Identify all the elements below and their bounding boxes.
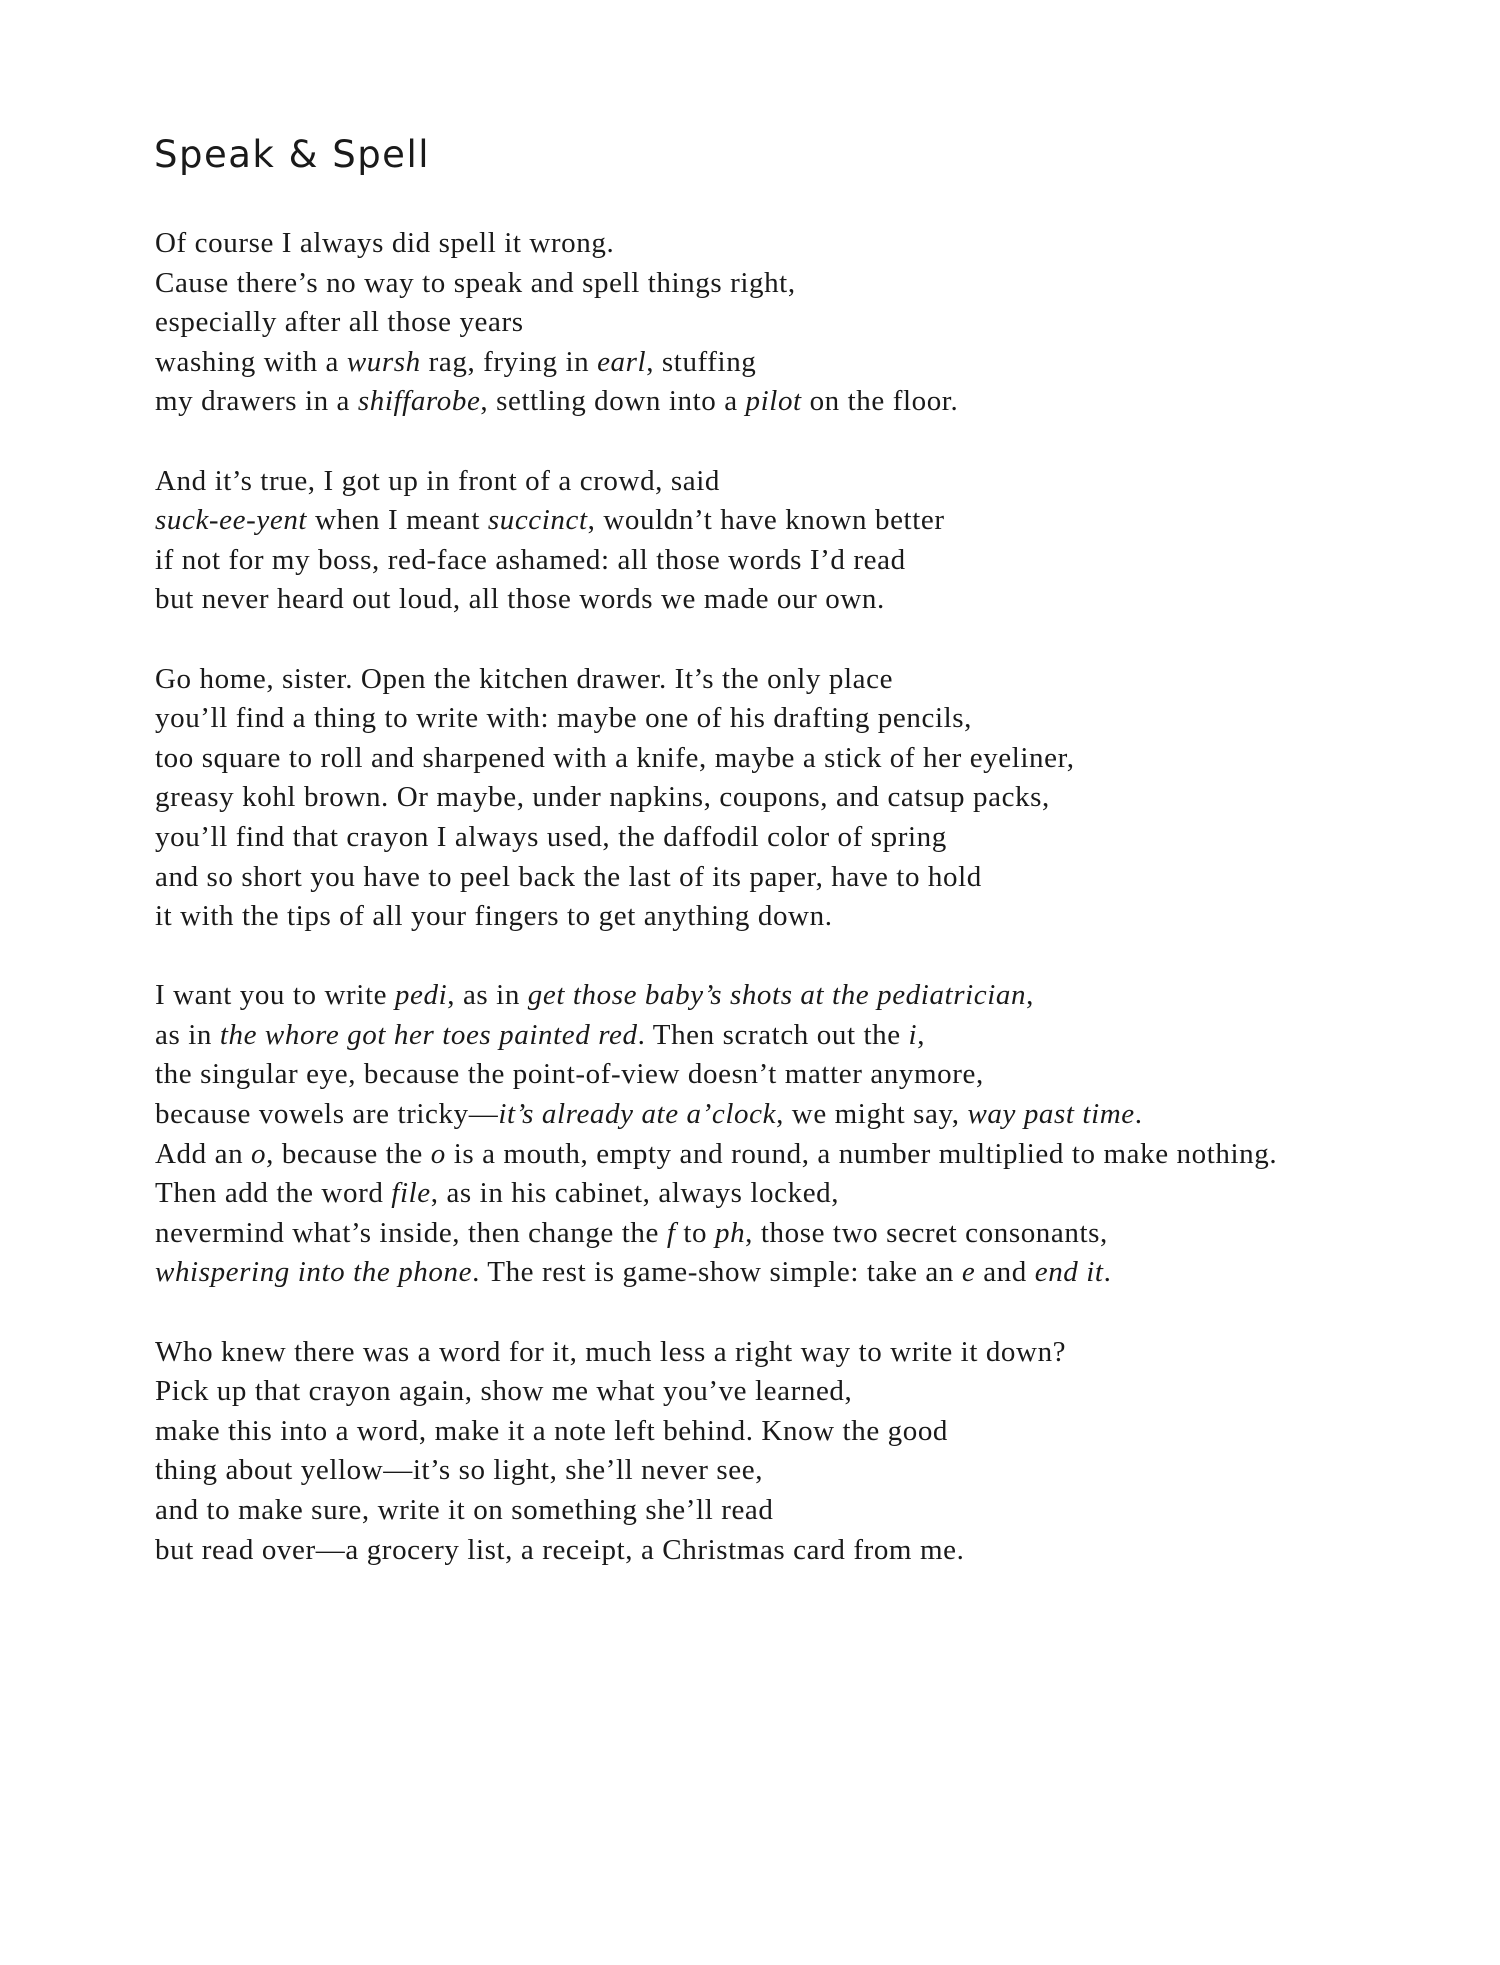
text-segment: on the floor. xyxy=(801,385,959,418)
poem-line xyxy=(155,818,1455,858)
text-segment: but read over—a grocery list, a receipt, a Christmas card from me. xyxy=(155,1533,965,1566)
text-segment: . The rest is game-show simple: take an xyxy=(472,1256,962,1289)
poem-line xyxy=(155,462,1455,502)
text-segment: , stuffing xyxy=(646,345,757,378)
text-segment: And it’s true, I got up in front of a crowd, said xyxy=(155,464,720,497)
text-segment: to xyxy=(675,1216,715,1249)
poem-title: Speak & Spell xyxy=(154,133,431,176)
poem-line xyxy=(155,1333,1455,1373)
text-segment: , xyxy=(917,1018,926,1051)
text-segment: too square to roll and sharpened with a knife, maybe a stick of her eyeliner, xyxy=(155,741,1075,774)
poem-line xyxy=(155,343,1455,383)
poem-body xyxy=(155,224,1455,1610)
text-segment: Who knew there was a word for it, much less a right way to write it down? xyxy=(155,1335,1067,1368)
text-segment: I want you to write xyxy=(155,979,395,1012)
text-segment: but never heard out loud, all those words we made our own. xyxy=(155,583,885,616)
poem-line xyxy=(155,1214,1455,1254)
poem-line xyxy=(155,660,1455,700)
text-segment: is a mouth, empty and round, a number multiplied to make nothing. xyxy=(445,1137,1278,1170)
stanza xyxy=(155,660,1455,937)
poem-line xyxy=(155,501,1455,541)
text-segment: greasy kohl brown. Or maybe, under napkins, coupons, and catsup packs, xyxy=(155,781,1050,814)
poem-line xyxy=(155,1372,1455,1412)
italic-text: ph xyxy=(714,1216,746,1249)
italic-text: pilot xyxy=(745,385,802,418)
text-segment: , settling down into a xyxy=(480,385,746,418)
poem-line xyxy=(155,897,1455,937)
text-segment: rag, frying in xyxy=(420,345,598,378)
text-segment: and xyxy=(975,1256,1035,1289)
poem-line xyxy=(155,1174,1455,1214)
poem-line xyxy=(155,1253,1455,1293)
poem-line xyxy=(155,1055,1455,1095)
text-segment: Go home, sister. Open the kitchen drawer. It’s the only place xyxy=(155,662,894,695)
stanza xyxy=(155,224,1455,422)
poem-line xyxy=(155,1451,1455,1491)
text-segment: if not for my boss, red-face ashamed: all those words I’d read xyxy=(155,543,906,576)
text-segment: especially after all those years xyxy=(155,306,524,339)
text-segment: , wouldn’t have known better xyxy=(587,504,945,537)
text-segment: Of course I always did spell it wrong. xyxy=(155,227,615,259)
poem-line xyxy=(155,264,1455,304)
stanza xyxy=(155,462,1455,620)
italic-text: f xyxy=(666,1216,676,1249)
text-segment: it with the tips of all your fingers to get anything down. xyxy=(155,900,833,933)
text-segment: nevermind what’s inside, then change the xyxy=(155,1216,667,1249)
text-segment: , because the xyxy=(266,1137,431,1170)
poem-line xyxy=(155,858,1455,898)
italic-text: i xyxy=(908,1018,918,1051)
poem-line xyxy=(155,1412,1455,1452)
italic-text: get those baby’s shots at the pediatrician xyxy=(527,979,1027,1012)
text-segment: , as in his cabinet, always locked, xyxy=(430,1177,840,1210)
poem-line xyxy=(155,382,1455,422)
text-segment: because vowels are tricky— xyxy=(155,1098,499,1131)
italic-text: file xyxy=(391,1177,431,1210)
italic-text: wursh xyxy=(346,345,421,378)
text-segment: you’ll find that crayon I always used, the daffodil color of spring xyxy=(155,820,947,853)
italic-text: way past time xyxy=(967,1098,1135,1131)
poem-line xyxy=(155,541,1455,581)
italic-text: it’s already ate a’clock xyxy=(498,1098,777,1131)
italic-text: whispering into the phone xyxy=(155,1256,473,1289)
text-segment: . xyxy=(1103,1256,1112,1289)
poem-line xyxy=(155,1135,1455,1175)
italic-text: shiffarobe xyxy=(357,385,481,418)
italic-text: o xyxy=(251,1137,267,1170)
text-segment: you’ll find a thing to write with: maybe one of his drafting pencils, xyxy=(155,702,972,735)
text-segment: as in xyxy=(155,1018,220,1051)
poem-line xyxy=(155,739,1455,779)
text-segment: make this into a word, make it a note left behind. Know the good xyxy=(155,1414,949,1447)
italic-text: earl xyxy=(597,345,647,378)
text-segment: and to make sure, write it on something she’ll read xyxy=(155,1494,774,1526)
text-segment: Add an xyxy=(155,1137,252,1170)
text-segment: Cause there’s no way to speak and spell things right, xyxy=(155,266,796,299)
text-segment: thing about yellow—it’s so light, she’ll never see, xyxy=(155,1454,764,1487)
poem-line xyxy=(155,1095,1455,1135)
poem-line xyxy=(155,976,1455,1016)
italic-text: suck-ee-yent xyxy=(155,504,308,537)
italic-text: e xyxy=(961,1256,976,1289)
text-segment: , xyxy=(1026,979,1034,1012)
italic-text: o xyxy=(430,1137,446,1170)
text-segment: . xyxy=(1134,1098,1143,1131)
poem-line xyxy=(155,303,1455,343)
text-segment: , as in xyxy=(447,979,528,1012)
text-segment: Pick up that crayon again, show me what you’ve learned, xyxy=(155,1375,853,1408)
poem-line xyxy=(155,224,1455,264)
text-segment: washing with a xyxy=(155,345,347,378)
poem-line xyxy=(155,778,1455,818)
poem-line xyxy=(155,580,1455,620)
text-segment: when I meant xyxy=(307,504,488,537)
italic-text: pedi xyxy=(394,979,448,1012)
italic-text: end it xyxy=(1034,1256,1104,1289)
poem-line xyxy=(155,1491,1455,1531)
text-segment: the singular eye, because the point-of-view doesn’t matter anymore, xyxy=(155,1058,984,1091)
poem-line xyxy=(155,699,1455,739)
italic-text: succinct xyxy=(487,504,588,537)
text-segment: my drawers in a xyxy=(155,385,358,418)
text-segment: Then add the word xyxy=(155,1177,392,1210)
text-segment: and so short you have to peel back the last of its paper, have to hold xyxy=(155,860,982,893)
text-segment: , those two secret consonants, xyxy=(745,1216,1108,1249)
text-segment: , we might say, xyxy=(776,1098,968,1131)
poem-line xyxy=(155,1016,1455,1056)
text-segment: . Then scratch out the xyxy=(637,1018,909,1051)
stanza xyxy=(155,976,1455,1293)
poem-line xyxy=(155,1531,1455,1571)
stanza xyxy=(155,1333,1455,1571)
italic-text: the whore got her toes painted red xyxy=(219,1018,638,1051)
